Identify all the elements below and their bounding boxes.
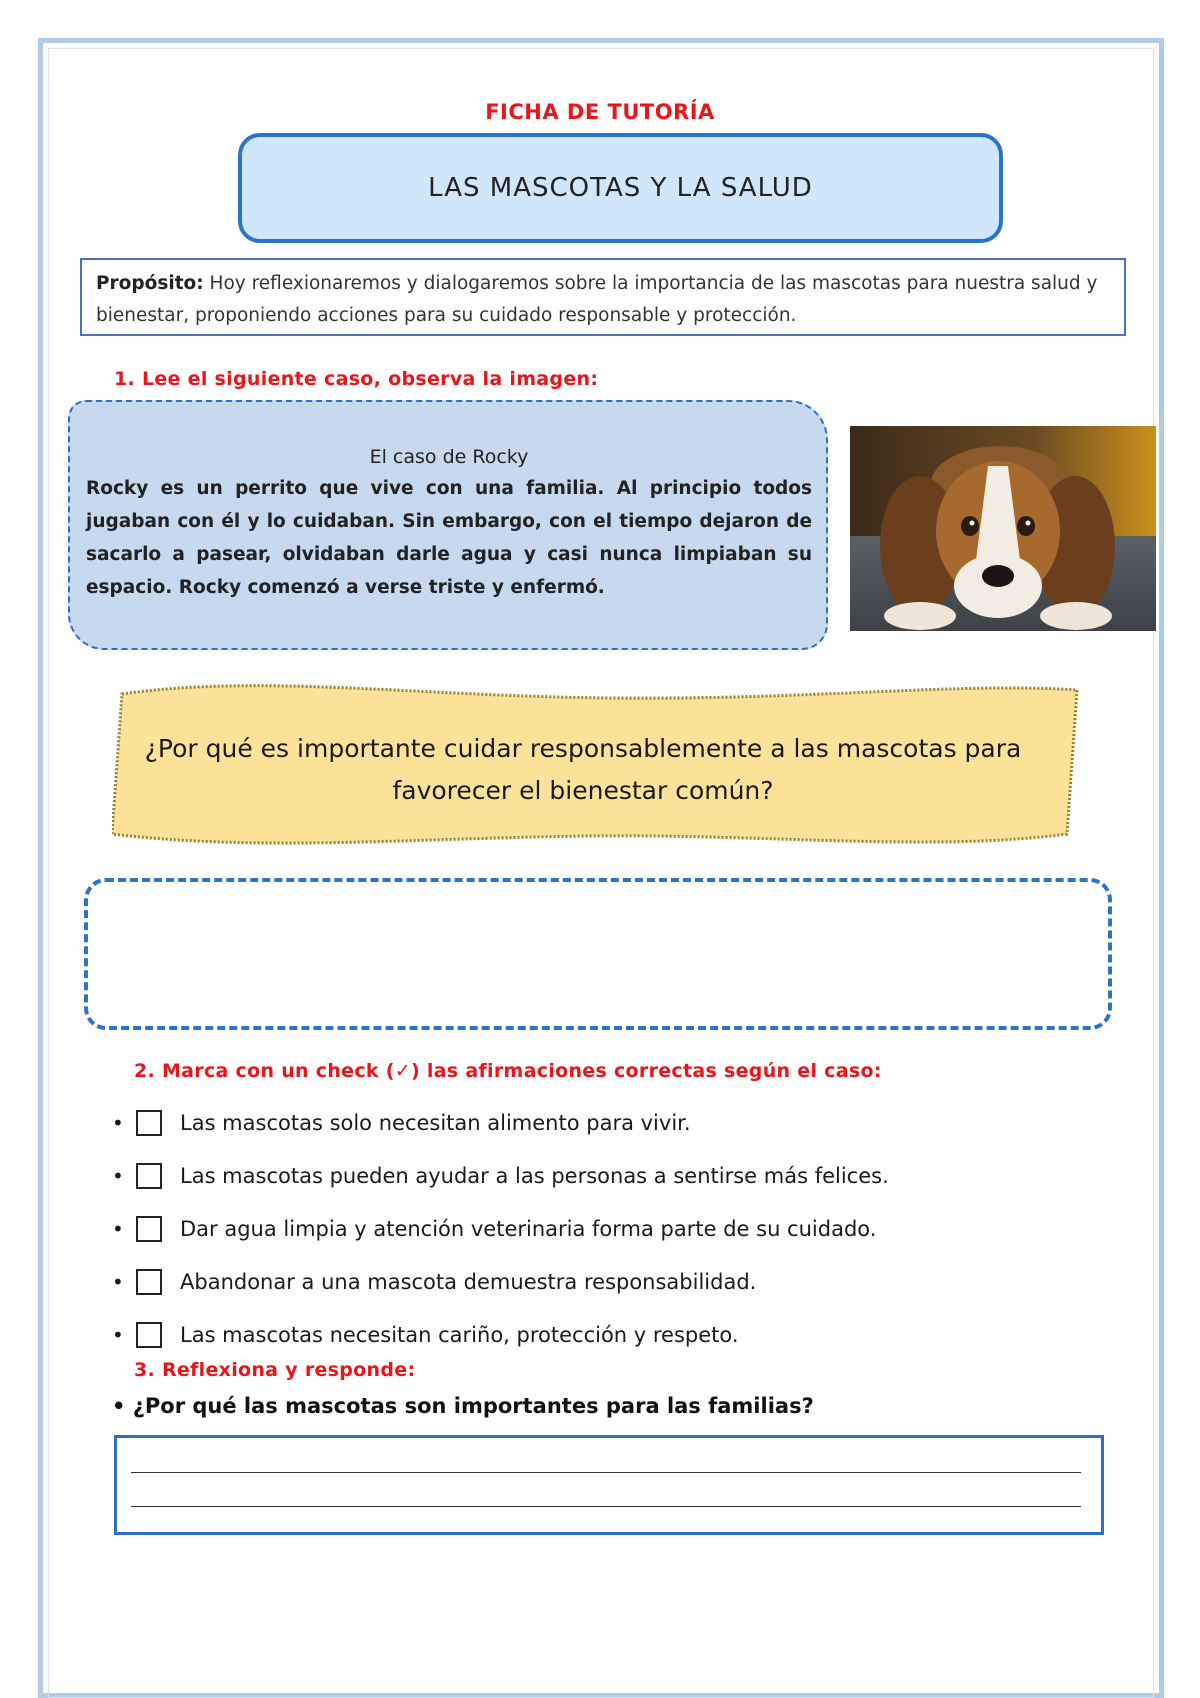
response-line — [131, 1506, 1081, 1507]
list-item — [112, 1096, 1112, 1149]
checklist-item-label: Las mascotas pueden ayudar a las personas a sentirse más felices. — [180, 1163, 889, 1188]
guiding-question: ¿Por qué es importante cuidar responsablemente a las mascotas para favorecer el bienestar común? — [144, 734, 1022, 805]
response-box[interactable] — [114, 1435, 1104, 1535]
case-box — [68, 400, 828, 650]
checklist — [112, 1096, 1112, 1361]
purpose-label: Propósito: — [96, 273, 204, 294]
beagle-dog-icon — [850, 426, 1156, 631]
sheet-title: FICHA DE TUTORÍA — [485, 100, 715, 124]
checkbox[interactable] — [136, 1322, 162, 1348]
case-title: El caso de Rocky — [369, 446, 529, 468]
section-1-heading: 1. Lee el siguiente caso, observa la imagen: — [114, 368, 599, 390]
section-3-heading: 3. Reflexiona y responde: — [134, 1359, 416, 1381]
bullet-icon: • — [112, 1322, 124, 1347]
purpose-box — [80, 258, 1126, 336]
list-item — [112, 1202, 1112, 1255]
topic-title: LAS MASCOTAS Y LA SALUD — [428, 173, 813, 203]
dog-photo — [850, 426, 1156, 631]
checkbox[interactable] — [136, 1216, 162, 1242]
checklist-item-label: Las mascotas necesitan cariño, protección y respeto. — [180, 1322, 739, 1347]
checkbox[interactable] — [136, 1163, 162, 1189]
reflection-question: • ¿Por qué las mascotas son importantes para las familias? — [112, 1394, 814, 1418]
checkbox[interactable] — [136, 1110, 162, 1136]
checkbox[interactable] — [136, 1269, 162, 1295]
bullet-icon: • — [112, 1216, 124, 1241]
list-item — [112, 1308, 1112, 1361]
bullet-icon: • — [112, 1110, 124, 1135]
topic-box — [238, 133, 1003, 243]
purpose-text: Hoy reflexionaremos y dialogaremos sobre la importancia de las mascotas para nuestra salud y bienestar, proponiendo acciones para su cuidado responsable y protección. — [96, 273, 1098, 326]
list-item — [112, 1149, 1112, 1202]
list-item — [112, 1255, 1112, 1308]
section-2-heading: 2. Marca con un check (✓) las afirmaciones correctas según el caso: — [134, 1060, 882, 1082]
checklist-item-label: Dar agua limpia y atención veterinaria forma parte de su cuidado. — [180, 1216, 877, 1241]
checklist-item-label: Las mascotas solo necesitan alimento para vivir. — [180, 1110, 691, 1135]
bullet-icon: • — [112, 1163, 124, 1188]
checklist-item-label: Abandonar a una mascota demuestra responsabilidad. — [180, 1269, 757, 1294]
answer-box[interactable] — [84, 878, 1112, 1030]
response-line — [131, 1472, 1081, 1473]
bullet-icon: • — [112, 1269, 124, 1294]
case-body: Rocky es un perrito que vive con una familia. Al principio todos jugaban con él y lo cuidaban. Sin embargo, con el tiempo dejaron de sacarlo a pasear, olvidaban darle agua y casi nunca limpiaban su espacio. Rocky comenzó a verse triste y enfermó. — [86, 478, 812, 598]
